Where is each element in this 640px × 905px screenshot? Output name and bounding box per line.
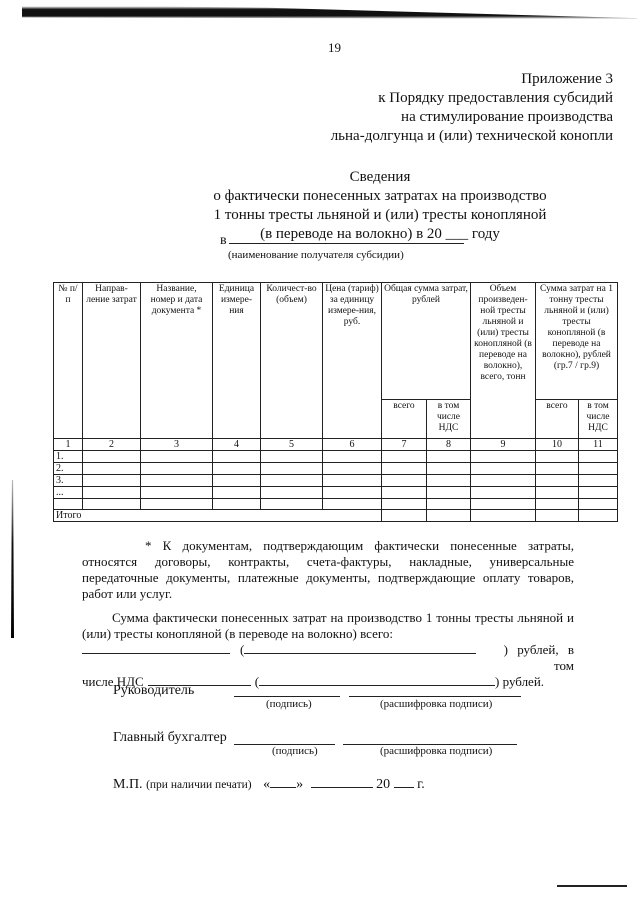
column-number: 9: [471, 439, 536, 451]
table-cell[interactable]: [427, 475, 471, 487]
appendix-line: на стимулирование производства: [401, 109, 613, 125]
table-cell[interactable]: [83, 487, 141, 499]
stamp-note: (при наличии печати): [146, 779, 252, 791]
column-number: 1: [54, 439, 83, 451]
table-cell[interactable]: [536, 499, 579, 510]
month-field[interactable]: [311, 776, 373, 788]
table-cell[interactable]: [382, 463, 427, 475]
table-cell[interactable]: [323, 475, 382, 487]
table-cell[interactable]: [536, 475, 579, 487]
column-number: 7: [382, 439, 427, 451]
table-cell[interactable]: [83, 451, 141, 463]
row-number: 1.: [54, 451, 83, 463]
total-sum-block: [82, 610, 574, 690]
table-cell[interactable]: [579, 475, 618, 487]
total-label: Итого: [54, 510, 382, 522]
table-cell[interactable]: [141, 499, 213, 510]
head-decode-line[interactable]: [349, 695, 521, 697]
table-cell[interactable]: [382, 475, 427, 487]
table-cell[interactable]: [536, 451, 579, 463]
sum-in-words-field[interactable]: [244, 642, 476, 654]
table-cell[interactable]: [213, 475, 261, 487]
table-cell[interactable]: [83, 463, 141, 475]
header-col-4: Единица измере-ния: [213, 283, 261, 439]
total-cell[interactable]: [536, 510, 579, 522]
table-cell[interactable]: [323, 451, 382, 463]
table-cell[interactable]: [213, 499, 261, 510]
table-cell[interactable]: [579, 451, 618, 463]
total-cell[interactable]: [579, 510, 618, 522]
appendix-line: Приложение 3: [521, 71, 613, 87]
footnote-text: * К документам, подтверждающим фактически понесенные затраты, относятся договоры, контракты, счета-фактуры, накладные, универсальные передаточные документы, платежные документы, подтверждающие оплату товаров, работ или услуг.: [82, 538, 574, 601]
sum-amount-field[interactable]: [82, 642, 230, 654]
table-cell[interactable]: [323, 463, 382, 475]
table-cell[interactable]: [261, 463, 323, 475]
header-col-9: Объем произведен-ной тресты льняной и (или) тресты конопляной (в переводе на волокно), всего, тонн: [471, 283, 536, 439]
table-cell[interactable]: [213, 487, 261, 499]
column-number: 10: [536, 439, 579, 451]
table-row: [54, 451, 618, 463]
header-col-11: в том числе НДС: [579, 400, 618, 439]
appendix-header: [331, 70, 613, 146]
vat-in-words-field[interactable]: [259, 674, 495, 686]
table-cell[interactable]: [471, 451, 536, 463]
table-header-row: [54, 283, 618, 400]
table-cell[interactable]: [382, 487, 427, 499]
row-number: ...: [54, 487, 83, 499]
table-cell[interactable]: [471, 499, 536, 510]
recipient-field: [220, 231, 464, 249]
footnote: [82, 538, 574, 602]
scan-artifact-bottom: [557, 885, 627, 887]
header-col-10: всего: [536, 400, 579, 439]
column-number: 4: [213, 439, 261, 451]
title-line: (в переводе на волокно) в 20 ___ году: [260, 226, 500, 242]
year-suffix: г.: [417, 777, 425, 792]
table-cell[interactable]: [323, 499, 382, 510]
scan-artifact-left: [11, 480, 14, 638]
row-number: 3.: [54, 475, 83, 487]
appendix-line: льна-долгунца и (или) технической конопли: [330, 128, 613, 144]
vat-label: числе НДС: [82, 674, 144, 689]
table-cell[interactable]: [471, 487, 536, 499]
open-paren: (: [254, 674, 260, 689]
header-col-2: Направ-ление затрат: [83, 283, 141, 439]
scan-artifact-top: [22, 3, 637, 19]
column-numbers-row: [54, 439, 618, 451]
table-cell[interactable]: [141, 451, 213, 463]
sum-rubles-incl: ) рублей, в том: [503, 642, 574, 673]
header-col-7: всего: [382, 400, 427, 439]
table-cell[interactable]: [427, 487, 471, 499]
table-cell[interactable]: [382, 451, 427, 463]
costs-table: [53, 282, 618, 522]
table-cell[interactable]: [141, 487, 213, 499]
table-cell[interactable]: [261, 499, 323, 510]
total-cell[interactable]: [471, 510, 536, 522]
accountant-label: Главный бухгалтер: [113, 730, 227, 745]
column-number: 2: [83, 439, 141, 451]
header-col-5: Количест-во (объем): [261, 283, 323, 439]
column-number: 8: [427, 439, 471, 451]
table-cell[interactable]: [323, 487, 382, 499]
table-cell[interactable]: [579, 499, 618, 510]
table-cell[interactable]: [83, 499, 141, 510]
header-group-10-11: Сумма затрат на 1 тонну тресты льняной и (или) тресты конопляной (в переводе на волокно), рублей (гр.7 / гр.9): [536, 283, 618, 400]
recipient-caption: (наименование получателя субсидии): [228, 249, 404, 261]
table-row: [54, 487, 618, 499]
open-paren: (: [240, 642, 245, 657]
table-cell[interactable]: [579, 487, 618, 499]
table-row: [54, 463, 618, 475]
title-line: 1 тонны тресты льняной и (или) тресты конопляной: [213, 207, 547, 223]
sum-intro: Сумма фактически понесенных затрат на производство 1 тонны тресты льняной и (или) тресты конопляной (в переводе на волокно) всего:: [82, 610, 574, 641]
accountant-decode-caption: (расшифровка подписи): [380, 745, 493, 757]
header-col-3: Название, номер и дата документа *: [141, 283, 213, 439]
table-cell[interactable]: [471, 475, 536, 487]
header-col-8: в том числе НДС: [427, 400, 471, 439]
head-signature-caption: (подпись): [266, 698, 312, 710]
column-number: 6: [323, 439, 382, 451]
stamp-label: М.П.: [113, 777, 143, 792]
table-cell[interactable]: [141, 463, 213, 475]
day-field[interactable]: [270, 776, 296, 788]
table-cell[interactable]: [536, 487, 579, 499]
title-line: Сведения: [349, 169, 411, 185]
total-cell[interactable]: [382, 510, 427, 522]
appendix-line: к Порядку предоставления субсидий: [378, 90, 613, 106]
table-cell[interactable]: [261, 475, 323, 487]
date-open-quote: «: [263, 777, 271, 792]
table-row: [54, 499, 618, 510]
row-number: [54, 499, 83, 510]
table-cell[interactable]: [579, 463, 618, 475]
table-cell[interactable]: [213, 463, 261, 475]
header-col-6: Цена (тариф) за единицу измере-ния, руб.: [323, 283, 382, 439]
header-group-7-8: Общая сумма затрат, рублей: [382, 283, 471, 400]
title-line: о фактически понесенных затратах на производство: [213, 188, 547, 204]
table-cell[interactable]: [141, 475, 213, 487]
table-cell[interactable]: [427, 463, 471, 475]
head-decode-caption: (расшифровка подписи): [380, 698, 493, 710]
head-label: Руководитель: [113, 683, 195, 698]
table-cell[interactable]: [536, 463, 579, 475]
table-cell[interactable]: [427, 499, 471, 510]
total-row: [54, 510, 618, 522]
column-number: 5: [261, 439, 323, 451]
stamp-date-line: [113, 776, 425, 793]
table-cell[interactable]: [261, 487, 323, 499]
table-cell[interactable]: [213, 451, 261, 463]
table-cell[interactable]: [261, 451, 323, 463]
head-signature-line[interactable]: [234, 695, 340, 697]
table-cell[interactable]: [83, 475, 141, 487]
year-field[interactable]: [394, 776, 414, 788]
table-row: [54, 475, 618, 487]
table-cell[interactable]: [427, 451, 471, 463]
date-close-quote: »: [296, 777, 304, 792]
recipient-prefix: в: [220, 233, 227, 248]
table-cell[interactable]: [382, 499, 427, 510]
row-number: 2.: [54, 463, 83, 475]
table-cell[interactable]: [471, 463, 536, 475]
total-cell[interactable]: [427, 510, 471, 522]
accountant-signature-caption: (подпись): [272, 745, 318, 757]
year-prefix: 20: [376, 777, 391, 792]
column-number: 11: [579, 439, 618, 451]
vat-rubles: ) рублей.: [495, 674, 545, 689]
header-col-1: № п/п: [54, 283, 83, 439]
page-number: 19: [328, 40, 341, 55]
recipient-input-line[interactable]: [229, 231, 464, 244]
column-number: 3: [141, 439, 213, 451]
